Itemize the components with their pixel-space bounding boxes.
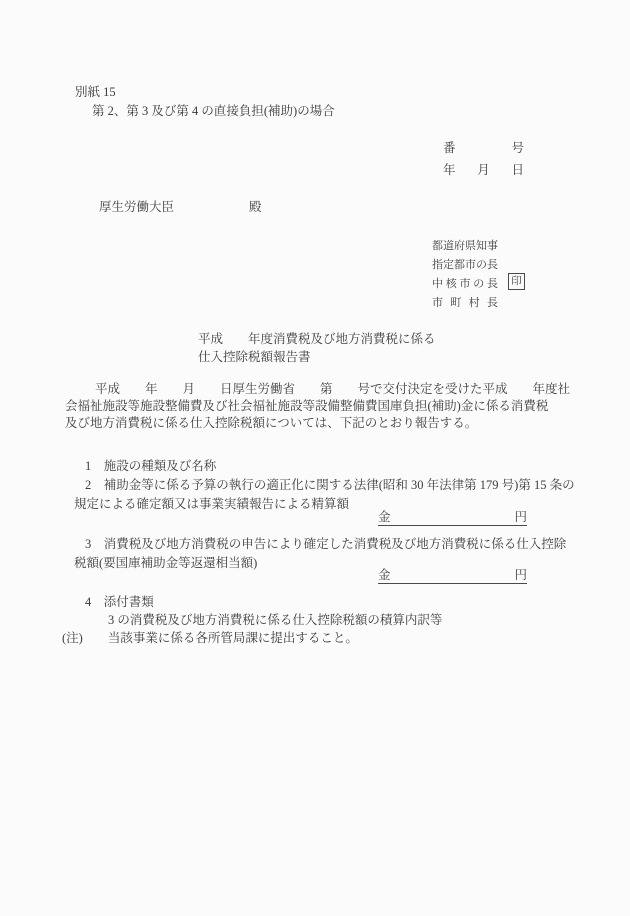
doc-date-line (443, 162, 524, 179)
recipient-honorific: 殿 (249, 200, 262, 214)
item3-line2: 税額(要国庫補助金等返還相当額) (74, 556, 258, 570)
note-line: (注) 当該事業に係る各所管局課に提出すること。 (62, 631, 358, 645)
date-year-label: 年 (443, 163, 456, 177)
sender-line-prefectural-governor: 都道府県知事 (432, 240, 498, 252)
sender-line-municipal-mayor: 市町村長 (432, 297, 498, 309)
body-paragraph-line2: 会福祉施設等施設整備費及び社会福祉施設等設備整備費国庫負担(補助)金に係る消費税 (65, 399, 549, 413)
recipient-title: 厚生労働大臣 (99, 200, 175, 214)
seal-box: 印 (508, 273, 525, 290)
doc-number-prefix: 番 (443, 141, 456, 155)
doc-title-line1: 平成 年度消費税及び地方消費税に係る (198, 332, 436, 346)
doc-number-line (443, 140, 524, 157)
item3-line1: 3 消費税及び地方消費税の申告により確定した消費税及び地方消費税に係る仕入控除 (85, 537, 567, 551)
date-day-label: 日 (511, 163, 524, 177)
amount-suffix: 円 (514, 510, 527, 524)
amount-prefix: 金 (378, 568, 391, 582)
body-paragraph-line1: 平成 年 月 日厚生労働省 第 号で交付決定を受けた平成 年度社 (95, 382, 571, 396)
doc-title-line2: 仕入控除税額報告書 (198, 350, 311, 364)
attachment-label: 別紙 15 (75, 85, 116, 99)
item2-line2: 規定による確定額又は事業実績報告による精算額 (74, 497, 350, 511)
doc-number-suffix: 号 (511, 141, 524, 155)
amount-suffix: 円 (514, 568, 527, 582)
amount-fill-line-1 (378, 509, 527, 526)
item2-line1: 2 補助金等に係る予算の執行の適正化に関する法律(昭和 30 年法律第 179 号)第 15 条の (85, 478, 575, 492)
amount-prefix: 金 (378, 510, 391, 524)
item4-attachments: 4 添付書類 (85, 595, 154, 609)
sender-line-core-city-mayor: 中核市の長 (432, 278, 498, 290)
item4-attachments-detail: 3 の消費税及び地方消費税に係る仕入控除税額の積算内訳等 (108, 613, 443, 627)
body-paragraph-line3: 及び地方消費税に係る仕入控除税額については、下記のとおり報告する。 (65, 416, 478, 430)
item1-facility-type: 1 施設の種類及び名称 (85, 459, 217, 473)
sender-line-designated-city-mayor: 指定都市の長 (432, 259, 498, 271)
sender-block (432, 237, 498, 313)
amount-fill-line-2 (378, 567, 527, 584)
date-month-label: 月 (477, 163, 490, 177)
case-label: 第 2、第 3 及び第 4 の直接負担(補助)の場合 (92, 104, 335, 118)
